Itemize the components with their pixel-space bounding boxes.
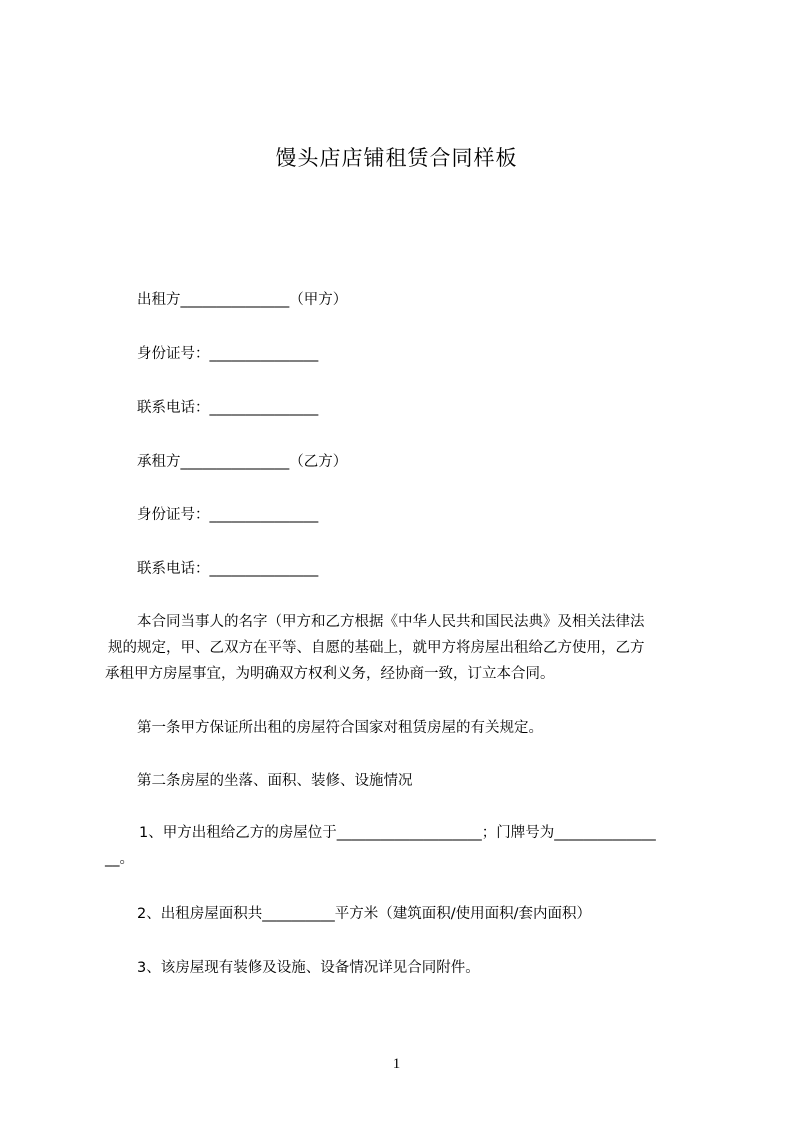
lessor-id-line: 身份证号：_______________	[137, 346, 319, 362]
preamble-line-1: 本合同当事人的名字（甲方和乙方根据《中华人民共和国民法典》及相关法律法	[137, 614, 645, 630]
lessee-id-line: 身份证号：_______________	[137, 507, 319, 523]
preamble-line-3: 承租甲方房屋事宜，为明确双方权利义务，经协商一致，订立本合同。	[105, 666, 555, 682]
preamble-paragraph	[105, 609, 705, 687]
item-1-line-1: 1、甲方出租给乙方的房屋位于____________________；门牌号为______________	[139, 825, 656, 841]
lessee-phone-line: 联系电话：_______________	[137, 561, 319, 577]
document-title: 馒头店店铺租赁合同样板	[275, 146, 518, 170]
article-2: 第二条房屋的坐落、面积、装修、设施情况	[137, 773, 413, 789]
lessee-line: 承租方_______________（乙方）	[137, 454, 348, 470]
item-1-paragraph	[105, 820, 705, 872]
lessor-phone-line: 联系电话：_______________	[137, 400, 319, 416]
page-number: 1	[392, 1056, 401, 1072]
lessor-line: 出租方_______________（甲方）	[137, 292, 348, 308]
item-3: 3、该房屋现有装修及设施、设备情况详见合同附件。	[137, 960, 480, 976]
preamble-line-2: 规的规定，甲、乙双方在平等、自愿的基础上，就甲方将房屋出租给乙方使用，乙方	[108, 640, 645, 656]
item-1-line-2: __。	[105, 851, 134, 867]
article-1: 第一条甲方保证所出租的房屋符合国家对租赁房屋的有关规定。	[137, 720, 543, 736]
item-2: 2、出租房屋面积共__________平方米（建筑面积/使用面积/套内面积）	[137, 906, 591, 922]
